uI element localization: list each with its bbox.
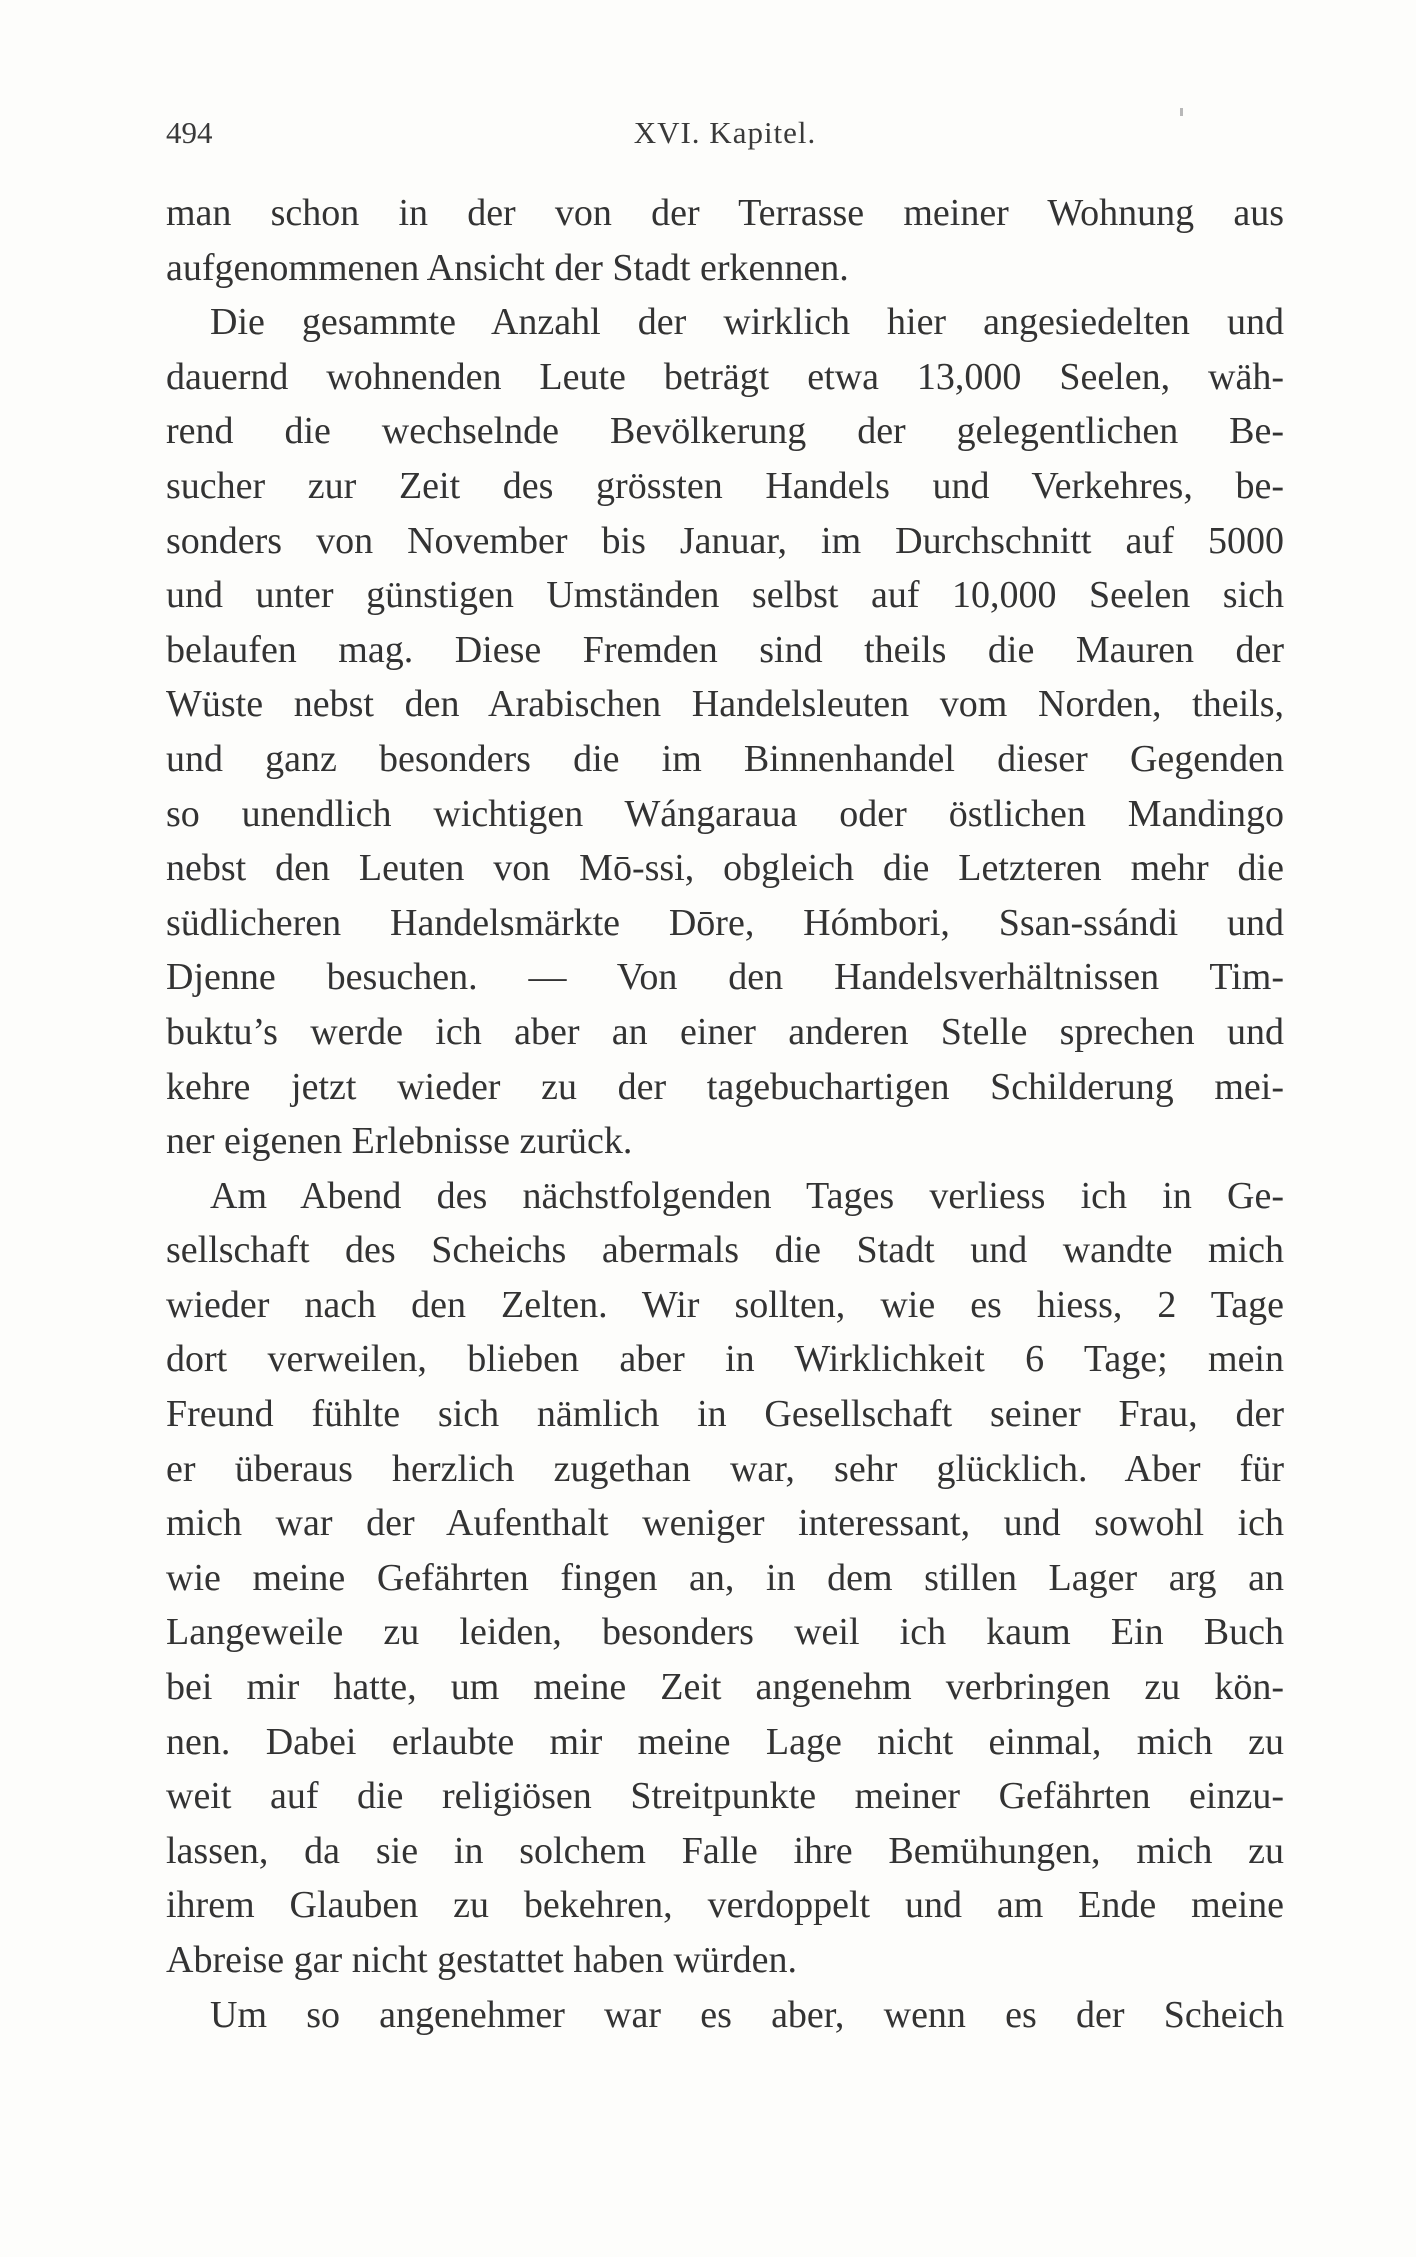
- text-line: Djenne besuchen. — Von den Handelsverhältnissen Tim-: [166, 956, 1284, 999]
- running-head: [166, 108, 1284, 158]
- text-line: wie meine Gefährten fingen an, in dem stillen Lager arg an: [166, 1556, 1284, 1599]
- text-line: belaufen mag. Diese Fremden sind theils die Mauren der: [166, 628, 1284, 671]
- text-line: lassen, da sie in solchem Falle ihre Bemühungen, mich zu: [166, 1829, 1284, 1872]
- text-line: Die gesammte Anzahl der wirklich hier angesiedelten und: [210, 301, 1284, 344]
- text-line: ner eigenen Erlebnisse zurück.: [166, 1120, 633, 1163]
- text-line: wieder nach den Zelten. Wir sollten, wie es hiess, 2 Tage: [166, 1283, 1284, 1326]
- text-line: und unter günstigen Umständen selbst auf 10,000 Seelen sich: [166, 574, 1284, 617]
- text-line: bei mir hatte, um meine Zeit angenehm verbringen zu kön-: [166, 1666, 1284, 1709]
- text-line: Abreise gar nicht gestattet haben würden.: [166, 1939, 797, 1981]
- chapter-title: XVI. Kapitel.: [633, 115, 817, 150]
- text-line: sucher zur Zeit des grössten Handels und Verkehres, be-: [166, 464, 1284, 507]
- text-line: Um so angenehmer war es aber, wenn es der Scheich: [210, 1993, 1284, 2036]
- text-line: mich war der Aufenthalt weniger interessant, und sowohl ich: [166, 1502, 1284, 1545]
- text-line: Am Abend des nächstfolgenden Tages verliess ich in Ge-: [210, 1174, 1284, 1217]
- text-line: ihrem Glauben zu bekehren, verdoppelt und am Ende meine: [166, 1884, 1284, 1927]
- text-line: so unendlich wichtigen Wángaraua oder östlichen Mandingo: [166, 792, 1284, 835]
- text-line: Freund fühlte sich nämlich in Gesellschaft seiner Frau, der: [166, 1393, 1284, 1436]
- text-line: kehre jetzt wieder zu der tagebuchartigen Schilderung mei-: [166, 1065, 1284, 1108]
- text-line: er überaus herzlich zugethan war, sehr glücklich. Aber für: [166, 1447, 1284, 1490]
- text-line: nen. Dabei erlaubte mir meine Lage nicht einmal, mich zu: [166, 1720, 1284, 1763]
- text-line: Wüste nebst den Arabischen Handelsleuten vom Norden, theils,: [166, 683, 1284, 726]
- text-line: sonders von November bis Januar, im Durchschnitt auf 5000: [166, 519, 1284, 562]
- text-line: südlicheren Handelsmärkte Dōre, Hómbori, Ssan-ssándi und: [166, 901, 1284, 944]
- body-text: [166, 186, 1284, 2042]
- text-line: weit auf die religiösen Streitpunkte meiner Gefährten einzu-: [166, 1775, 1284, 1818]
- text-line: nebst den Leuten von Mō-ssi, obgleich die Letzteren mehr die: [166, 847, 1284, 890]
- text-line: buktu’s werde ich aber an einer anderen Stelle sprechen und: [166, 1010, 1284, 1053]
- text-line: dort verweilen, blieben aber in Wirklichkeit 6 Tage; mein: [166, 1338, 1284, 1381]
- text-line: dauernd wohnenden Leute beträgt etwa 13,000 Seelen, wäh-: [166, 355, 1284, 398]
- text-line: rend die wechselnde Bevölkerung der gelegentlichen Be-: [166, 410, 1284, 453]
- text-line: Langeweile zu leiden, besonders weil ich kaum Ein Buch: [166, 1611, 1284, 1654]
- text-line: und ganz besonders die im Binnenhandel dieser Gegenden: [166, 737, 1284, 780]
- page-number: 494: [166, 115, 213, 150]
- text-line: man schon in der von der Terrasse meiner Wohnung aus: [166, 192, 1284, 234]
- text-line: sellschaft des Scheichs abermals die Stadt und wandte mich: [166, 1229, 1284, 1272]
- text-line: aufgenommenen Ansicht der Stadt erkennen.: [166, 246, 849, 289]
